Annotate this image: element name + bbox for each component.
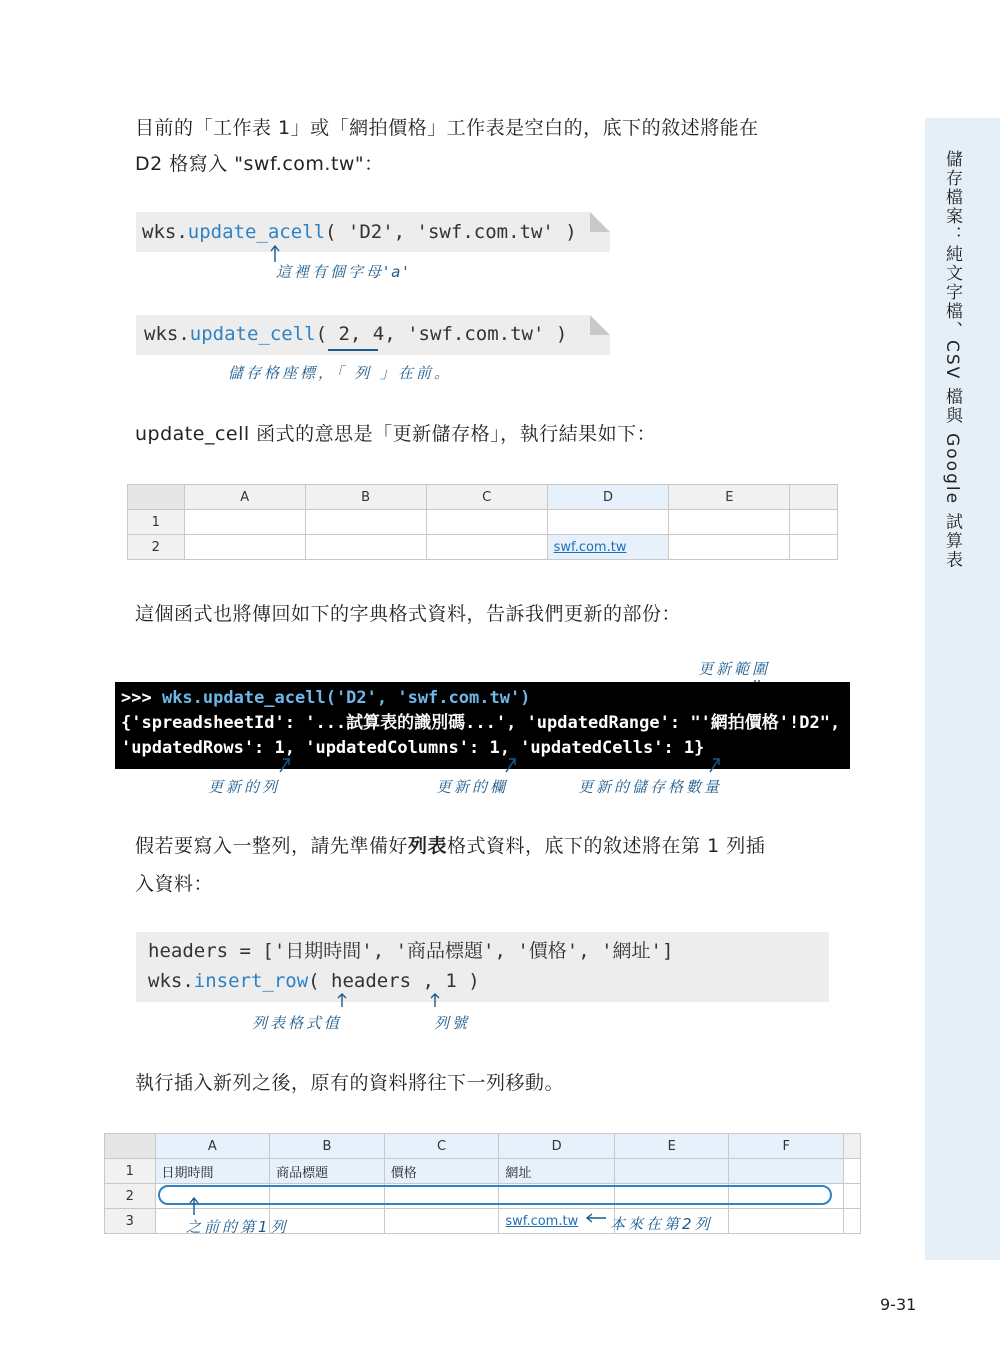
- cell: [729, 1209, 844, 1234]
- paragraph-intro: [135, 110, 759, 182]
- column-header: F: [729, 1134, 844, 1159]
- column-header: C: [426, 485, 547, 510]
- text-span: 假若要寫入一整列，請先準備好: [135, 835, 409, 857]
- cell: [790, 535, 838, 560]
- text-span: 格式資料，底下的敘述將在第 1 列插: [447, 835, 766, 857]
- cell: [729, 1159, 844, 1184]
- column-header: C: [384, 1134, 499, 1159]
- code-prefix: wks.: [148, 970, 194, 992]
- page-fold-icon: [590, 212, 610, 232]
- code-line-headers: headers = ['日期時間', '商品標題', '價格', '網址']: [148, 940, 674, 962]
- cell: [790, 510, 838, 535]
- code-prefix: wks.: [142, 221, 188, 243]
- code-args: ( 2, 4, 'swf.com.tw' ): [315, 323, 568, 345]
- column-header: E: [614, 1134, 729, 1159]
- column-header: E: [669, 485, 790, 510]
- cell: 日期時間: [155, 1159, 270, 1184]
- code-prefix: wks.: [144, 323, 190, 345]
- cell: [844, 1184, 861, 1209]
- cell: [305, 535, 426, 560]
- cell-link[interactable]: swf.com.tw: [553, 539, 627, 555]
- note-cell-coordinate: 儲存格座標，「 列 」在前。: [228, 364, 453, 382]
- row-header: 2: [128, 535, 185, 560]
- paragraph-after-insert: 執行插入新列之後，原有的資料將往下一列移動。: [135, 1072, 565, 1094]
- header-row: [105, 1134, 861, 1159]
- cell: 商品標題: [270, 1159, 385, 1184]
- code-function-name: update_cell: [189, 323, 316, 345]
- arrow-up-icon: [504, 756, 518, 774]
- code-block-insert-row: [136, 932, 829, 1002]
- note-updated-cells: 更新的儲存格數量: [578, 778, 723, 796]
- row-header: 1: [128, 510, 185, 535]
- note-list-value: 列表格式值: [252, 1014, 343, 1032]
- table-row: [105, 1159, 861, 1184]
- row-header: 2: [105, 1184, 156, 1209]
- console-line2: {'spreadsheetId': '...試算表的識別碼...', 'updatedRange': "'網拍價格'!D2",: [121, 713, 841, 733]
- column-header: B: [305, 485, 426, 510]
- corner-cell: [128, 485, 185, 510]
- page-fold-icon: [590, 315, 610, 335]
- row-highlight-oval: [158, 1185, 832, 1205]
- note-row-number: 列號: [434, 1014, 471, 1032]
- arrow-up-icon: [708, 756, 722, 774]
- paragraph-return-value: 這個函式也將傳回如下的字典格式資料，告訴我們更新的部份：: [135, 603, 682, 625]
- spreadsheet-result-1: [127, 484, 838, 560]
- note-updated-columns: 更新的欄: [436, 778, 509, 796]
- cell-link[interactable]: swf.com.tw: [505, 1213, 579, 1229]
- row-header: 1: [105, 1159, 156, 1184]
- page-number: 9-31: [880, 1295, 917, 1314]
- cell: [614, 1159, 729, 1184]
- cell: [547, 510, 669, 535]
- underline-mark: [328, 349, 378, 351]
- arrow-left-icon: [585, 1212, 607, 1224]
- code-args: ( headers , 1 ): [308, 970, 480, 992]
- console-line3: 'updatedRows': 1, 'updatedColumns': 1, 'updatedCells': 1}: [121, 738, 705, 758]
- console-prompt: >>>: [121, 688, 162, 708]
- paragraph-intro-line2: D2 格寫入 "swf.com.tw"：: [135, 153, 384, 175]
- paragraph-insert-row-line2: 入資料：: [135, 873, 214, 895]
- cell: [844, 1209, 861, 1234]
- arrow-up-icon: [336, 992, 348, 1008]
- cell-d2: [547, 535, 669, 560]
- column-header: A: [184, 485, 305, 510]
- paragraph-update-cell: update_cell 函式的意思是「更新儲存格」，執行結果如下：: [135, 423, 657, 445]
- code-args: ( 'D2', 'swf.com.tw' ): [325, 221, 577, 243]
- cell: [384, 1209, 499, 1234]
- arrow-up-icon: [278, 756, 292, 774]
- cell: [844, 1159, 861, 1184]
- note-updated-rows: 更新的列: [208, 778, 281, 796]
- column-header-empty: [844, 1134, 861, 1159]
- note-updated-range: 更新範圍: [698, 660, 771, 678]
- cell: [184, 535, 305, 560]
- paragraph-insert-row: [135, 828, 765, 902]
- cell: [669, 510, 790, 535]
- note-previous-row-1: 之前的第1列: [186, 1218, 289, 1236]
- column-header: B: [270, 1134, 385, 1159]
- code-block-update-acell: [136, 212, 610, 252]
- row-header: 3: [105, 1209, 156, 1234]
- column-header-empty: [790, 485, 838, 510]
- paragraph-intro-line1: 目前的「工作表 1」或「網拍價格」工作表是空白的，底下的敘述將能在: [135, 117, 759, 139]
- console-command: wks.update_acell('D2', 'swf.com.tw'): [161, 688, 531, 708]
- column-header: D: [499, 1134, 615, 1159]
- bold-term: 列表: [408, 835, 448, 857]
- code-function-name: update_acell: [187, 221, 326, 243]
- cell: 網址: [499, 1159, 615, 1184]
- cell: [669, 535, 790, 560]
- code-function-name: insert_row: [193, 970, 309, 992]
- arrow-up-icon: [188, 1196, 200, 1216]
- code-line-insert: [148, 966, 829, 996]
- paragraph-insert-row-line1: [135, 828, 765, 864]
- cell: [426, 535, 547, 560]
- column-header: D: [547, 485, 669, 510]
- cell: [305, 510, 426, 535]
- table-row: [128, 510, 838, 535]
- cell: [184, 510, 305, 535]
- cell: [426, 510, 547, 535]
- corner-cell: [105, 1134, 156, 1159]
- note-originally-row-2: 本來在第2列: [610, 1215, 713, 1233]
- console-output: [115, 682, 850, 769]
- note-letter-a: 這裡有個字母'a': [276, 263, 411, 281]
- chapter-title: 儲存檔案：純文字檔、CSV 檔與 Google 試算表: [942, 150, 962, 570]
- table-row: [128, 535, 838, 560]
- arrow-up-icon: [429, 992, 441, 1008]
- header-row: [128, 485, 838, 510]
- cell: 價格: [384, 1159, 499, 1184]
- column-header: A: [155, 1134, 270, 1159]
